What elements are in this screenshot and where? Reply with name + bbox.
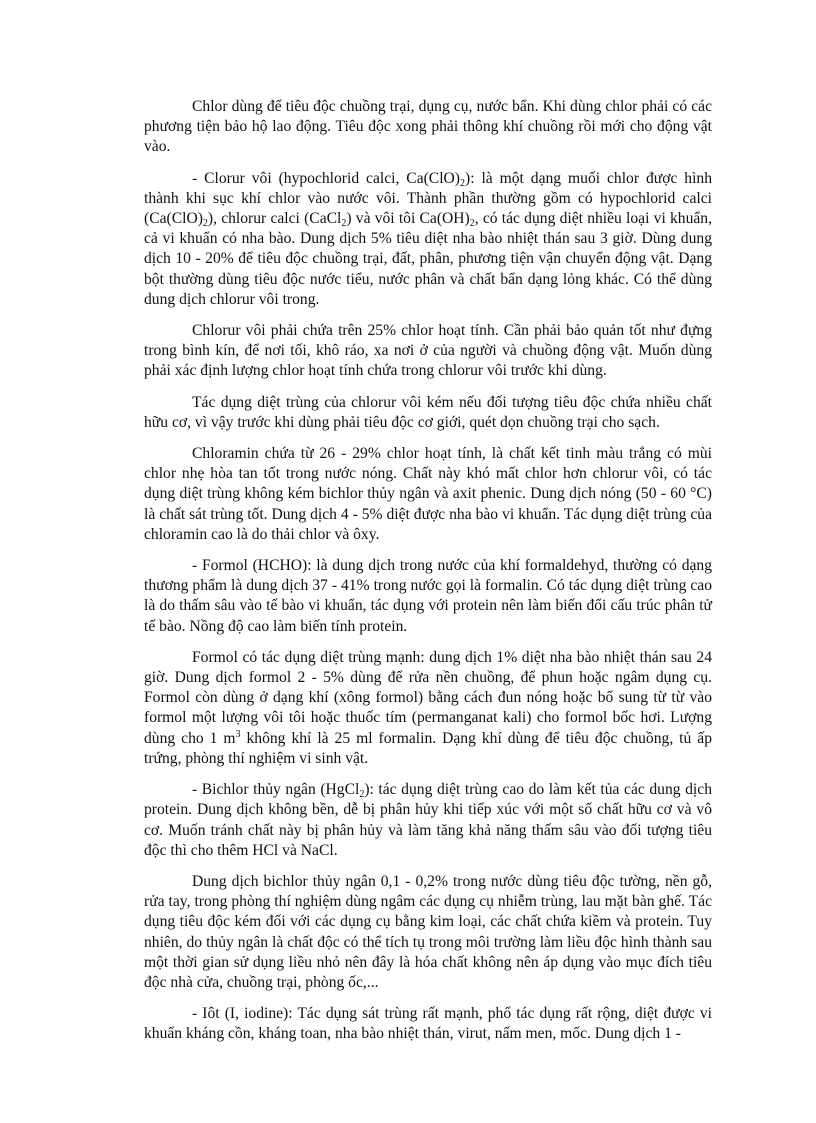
text-run: Chloramin chứa từ 26 - 29% chlor hoạt tính, là chất kết tinh màu trắng có mùi chlor nhẹ hòa tan tốt trong nước nóng. Chất này khó mất chlor hơn chlorur vôi, có tác dụng diệt trùng không kém bichlor thủy ngân và axit phenic. Dung dịch nóng (50 - 60 °C) là chất sát trùng tốt. Dung dịch 4 - 5% diệt được nha bào vi khuẩn. Tác dụng diệt trùng của chloramin cao là do thải chlor và ôxy. (144, 445, 712, 543)
body-paragraph (144, 872, 712, 993)
body-paragraph (144, 1004, 712, 1044)
text-run: , có tác dụng diệt nhiều loại vi khuẩn, cả vi khuẩn có nha bào. Dung dịch 5% tiêu diệt nha bào nhiệt thán sau 3 giờ. Dùng dung dịch 10 - 20% để tiêu độc chuồng trại, đất, phân, phương tiện vận chuyển động vật. Dạng bột thường dùng tiêu độc nước tiểu, nước phân và chất bẩn dạng lỏng khác. Có thể dùng dung dịch chlorur vôi trong. (144, 210, 712, 308)
text-run: ): là một dạng muối chlor được hình thành khi sục khí chlor vào nước vôi. Thành phần thường gồm có hypochlorid calci (Ca(ClO) (144, 169, 713, 228)
text-run: Tác dụng diệt trùng của chlorur vôi kém nếu đối tượng tiêu độc chứa nhiều chất hữu cơ, vì vậy trước khi dùng phải tiêu độc cơ giới, quét dọn chuồng trại cho sạch. (144, 393, 712, 431)
body-paragraph (144, 321, 712, 382)
subscript: 2 (341, 218, 347, 230)
text-run: ): tác dụng diệt trùng cao do làm kết tủa các dung dịch protein. Dung dịch không bền, dễ bị phân hủy khi tiếp xúc với một số chất hữu cơ và vô cơ. Muốn tránh chất này bị phân hủy và làm tăng khả năng thấm sâu vào đối tượng tiêu độc thì cho thêm HCl và NaCl. (144, 781, 712, 859)
body-paragraph (144, 556, 712, 637)
body-paragraph (144, 97, 712, 158)
text-run: Dung dịch bichlor thủy ngân 0,1 - 0,2% trong nước dùng tiêu độc tường, nền gỗ, rửa tay, trong phòng thí nghiệm dùng ngâm các dụng cụ nhiễm trùng, lau mặt bàn ghế. Tác dụng tiêu độc kém đối với các dụng cụ bằng kim loại, các chất chứa kiềm và protein. Tuy nhiên, do thủy ngân là chất độc có thể tích tụ trong môi trường làm liều độc hình thành sau một thời gian sử dụng liều nhỏ nên đây là hóa chất không nên áp dụng vào mục đích tiêu độc nhà cửa, chuồng trại, phòng ốc,... (144, 872, 712, 991)
body-paragraph (144, 169, 712, 310)
text-run: Chlor dùng để tiêu độc chuồng trại, dụng cụ, nước bẩn. Khi dùng chlor phải có các phương tiện bảo hộ lao động. Tiêu độc xong phải thông khí chuồng rồi mới cho động vật vào. (144, 98, 712, 156)
body-paragraph (144, 648, 712, 769)
body-paragraph (144, 393, 712, 433)
text-run: không khí là 25 ml formalin. Dạng khí dùng để tiêu độc chuồng, tủ ấp trứng, phòng thí nghiệm vi sinh vật. (144, 729, 712, 767)
text-run: Chlorur vôi phải chứa trên 25% chlor hoạt tính. Cần phải bảo quản tốt như đựng trong bình kín, để nơi tối, khô ráo, xa nơi ở của người và chuồng động vật. Muốn dùng phải xác định lượng chlor hoạt tính chứa trong chlorur vôi trước khi dùng. (144, 322, 712, 380)
text-run: - Formol (HCHO): là dung dịch trong nước của khí formaldehyd, thường có dạng thương phẩm là dung dịch 37 - 41% trong nước gọi là formalin. Có tác dụng diệt trùng cao là do thấm sâu vào tế bào vi khuẩn, tác dụng với protein nên làm biến đổi cấu trúc phân tử tế bào. Nồng độ cao làm biến tính protein. (144, 557, 712, 635)
superscript: 3 (235, 728, 241, 740)
subscript: 2 (359, 789, 365, 801)
text-run: Formol có tác dụng diệt trùng mạnh: dung dịch 1% diệt nha bào nhiệt thán sau 24 giờ. Dung dịch formol 2 - 5% dùng để rửa nền chuồng, để phun hoặc ngâm dụng cụ. Formol còn dùng ở dạng khí (xông formol) bằng cách đun nóng hoặc bổ sung từ từ vào formol một lượng vôi tôi hoặc thuốc tím (permanganat kali) cho formol bốc hơi. Lượng dùng cho 1 m (144, 648, 712, 747)
subscript: 2 (202, 218, 208, 230)
text-run: ) và vôi tôi Ca(OH) (346, 210, 470, 228)
body-paragraph (144, 444, 712, 545)
text-run: ), chlorur calci (CaCl (207, 210, 342, 228)
subscript: 2 (469, 218, 475, 230)
text-run: - Clorur vôi (hypochlorid calci, Ca(ClO) (192, 169, 460, 187)
text-run: - Bichlor thủy ngân (HgCl (192, 781, 360, 799)
text-run: - Iôt (I, iodine): Tác dụng sát trùng rất mạnh, phổ tác dụng rất rộng, diệt được vi khuẩn kháng cồn, kháng toan, nha bào nhiệt thán, virut, nấm men, mốc. Dung dịch 1 - (144, 1005, 712, 1043)
body-paragraph (144, 780, 712, 861)
subscript: 2 (460, 177, 465, 189)
